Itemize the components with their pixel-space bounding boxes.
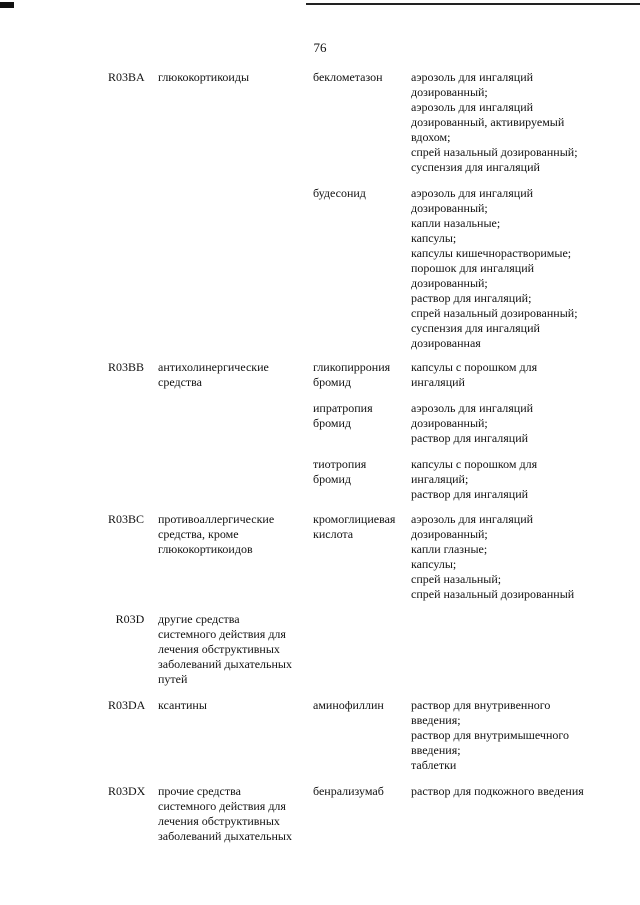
dosage-forms: аэрозоль для ингаляций дозированный; капли глазные; капсулы; спрей назальный; спрей назальный дозированный (411, 512, 575, 601)
substance-name: ипратропия бромид (313, 401, 373, 430)
substance-name: беклометазон (313, 70, 383, 84)
group-name: антихолинергические средства (158, 360, 269, 389)
group-name: глюкокортикоиды (158, 70, 250, 84)
atc-code: R03DA (108, 698, 146, 712)
group-name: прочие средства системного действия для лечения обструктивных заболеваний дыхательных (158, 784, 292, 843)
group-name: ксантины (158, 698, 207, 712)
dosage-forms: капсулы с порошком для ингаляций (411, 360, 538, 389)
dosage-forms: раствор для внутривенного введения; раствор для внутримышечного введения; таблетки (411, 698, 569, 772)
scan-corner-mark (0, 2, 14, 8)
atc-code: R03BB (108, 360, 145, 374)
header-rule (306, 3, 640, 5)
substance-name: будесонид (313, 186, 366, 200)
substance-name: тиотропия бромид (313, 457, 367, 486)
substance-name: кромоглициевая кислота (313, 512, 396, 541)
dosage-forms: аэрозоль для ингаляций дозированный; капли назальные; капсулы; капсулы кишечнорастворимые; порошок для ингаляций дозированный; раствор для ингаляций; спрей назальный дозированный; суспензия для ингаляций дозированная (411, 186, 578, 350)
group-name: противоаллергические средства, кроме глюкокортикоидов (158, 512, 275, 556)
atc-code: R03DX (108, 784, 146, 798)
dosage-forms: аэрозоль для ингаляций дозированный; аэрозоль для ингаляций дозированный, активируемый вдохом; спрей назальный дозированный; суспензия для ингаляций (411, 70, 578, 174)
atc-code: R03BC (108, 512, 145, 526)
substance-name: гликопиррония бромид (313, 360, 391, 389)
substance-name: аминофиллин (313, 698, 384, 712)
dosage-forms: капсулы с порошком для ингаляций; раствор для ингаляций (411, 457, 538, 501)
dosage-forms: раствор для подкожного введения (411, 784, 584, 798)
page-number: 76 (313, 40, 327, 55)
dosage-forms: аэрозоль для ингаляций дозированный; раствор для ингаляций (411, 401, 534, 445)
atc-code: R03BA (108, 70, 145, 84)
group-name: другие средства системного действия для лечения обструктивных заболеваний дыхательных путей (158, 612, 292, 686)
substance-name: бенрализумаб (313, 784, 384, 798)
atc-code: R03D (115, 612, 145, 626)
